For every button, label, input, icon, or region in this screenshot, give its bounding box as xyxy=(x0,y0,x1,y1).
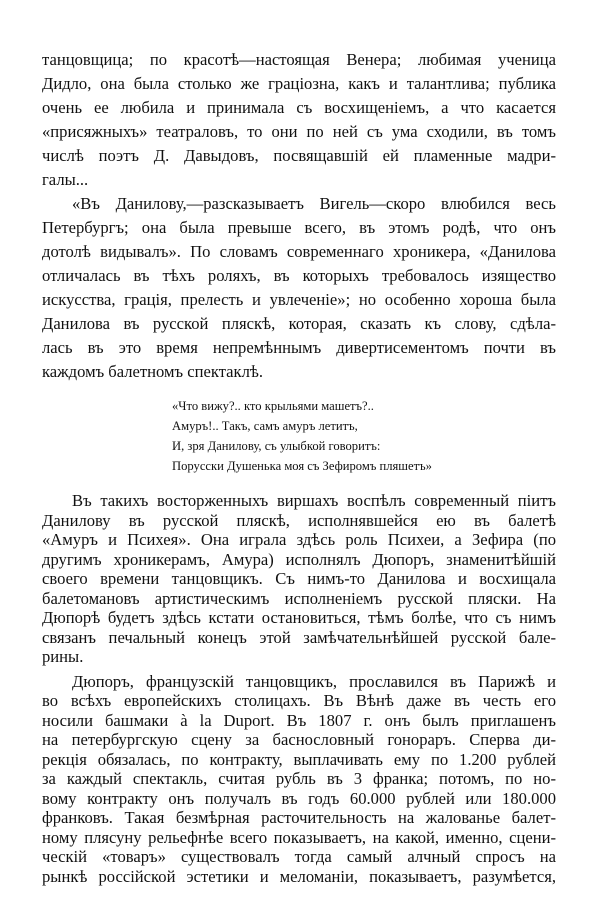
text-line: отличалась въ тѣхъ роляхъ, въ которыхъ требовалось изящество xyxy=(42,266,556,285)
text-line: ческій «товаръ» существовалъ тогда самый алчный спросъ на xyxy=(42,847,556,866)
text-line: искусства, грація, прелесть и увлеченіе»; но особенно хороша была xyxy=(42,290,556,309)
text-line: Дюпорѣ будетъ здѣсь кстати остановиться, тѣмъ болѣе, что съ нимъ xyxy=(42,608,556,627)
text-line: на петербургскую сцену за баснословный гонораръ. Сперва ди- xyxy=(42,730,556,749)
text-line: числѣ поэтъ Д. Давыдовъ, посвящавшій ей пламенные мадри- xyxy=(42,146,556,165)
text-line: связанъ печальный конецъ этой замѣчательнѣйшей русской бале- xyxy=(42,627,556,647)
text-line: франковъ. Такая безмѣрная расточительность на жалованье балет- xyxy=(42,808,556,827)
text-line: рынкѣ россійской эстетики и меломаніи, показываетъ, разумѣется, xyxy=(42,866,556,886)
text-line: вому контракту онъ получалъ въ годъ 60.000 рублей или 180.000 xyxy=(42,788,556,808)
text-line: рекція обязалась, по контракту, выплачивать ему по 1.200 рублей xyxy=(42,749,556,769)
paragraph-start: Дюпоръ, французскій танцовщикъ, прославился въ Парижѣ и xyxy=(72,671,556,691)
verse-line: Амуръ!.. Такъ, самъ амуръ летитъ, xyxy=(172,419,358,433)
text-line: во всѣхъ европейскихъ столицахъ. Въ Вѣнѣ даже въ честь его xyxy=(42,691,556,710)
text-line: танцовщица; по красотѣ—настоящая Венера; любимая ученица xyxy=(42,50,556,69)
text-line: «присяжныхъ» театраловъ, то они по ней съ ума сходили, въ томъ xyxy=(42,122,556,141)
text-line: Данилову въ русской пляскѣ, исполнявшейся ею въ балетѣ xyxy=(42,510,556,530)
text-line: носили башмаки à la Duport. Въ 1807 г. онъ былъ приглашенъ xyxy=(42,710,556,730)
text-line: рины. xyxy=(42,647,84,666)
text-line: своего времени танцовщикъ. Съ нимъ-то Данилова и восхищала xyxy=(42,569,556,588)
text-line: Дидло, она была столько же граціозна, какъ и талантлива; публика xyxy=(42,74,556,93)
text-line: очень ее любила и принимала съ восхищеніемъ, а что касается xyxy=(42,98,556,117)
text-line: за каждый спектакль, считая рубль въ 3 франка; потомъ, по но- xyxy=(42,769,556,788)
paragraph-start: «Въ Данилову,—разсказываетъ Вигель—скоро влюбился весь xyxy=(72,194,556,213)
text-line: «Амуръ и Психея». Она играла здѣсь роль Психеи, а Зефира (по xyxy=(42,530,556,549)
text-line: ному плясуну рельефнѣе всего показываетъ, на какой, именно, сцени- xyxy=(42,827,556,847)
text-line: Данилова въ русской пляскѣ, которая, сказать къ слову, сдѣла- xyxy=(42,314,556,333)
text-line: каждомъ балетномъ спектаклѣ. xyxy=(42,362,264,381)
paragraph-start: Въ такихъ восторженныхъ виршахъ воспѣлъ современный піитъ xyxy=(72,491,556,510)
text-line: Петербургъ; она была превыше всего, въ этомъ родѣ, что онъ xyxy=(42,218,556,237)
text-line: балетомановъ артистическимъ исполненіемъ русской пляски. На xyxy=(42,588,556,608)
verse-line: «Что вижу?.. кто крыльями машетъ?.. xyxy=(172,399,374,413)
text-line: галы... xyxy=(42,170,89,189)
text-line: другимъ хроникерамъ, Амура) исполнялъ Дюпоръ, знаменитѣйшій xyxy=(42,549,556,569)
text-line: лась въ это время непремѣннымъ дивертисементомъ почти въ xyxy=(42,338,556,357)
verse-line: Порусски Душенька моя съ Зефиромъ пляшетъ» xyxy=(172,459,432,473)
text-line: дотолѣ видывалъ». По словамъ современнаго хроникера, «Данилова xyxy=(42,242,556,261)
verse-line: И, зря Данилову, съ улыбкой говоритъ: xyxy=(172,439,381,453)
